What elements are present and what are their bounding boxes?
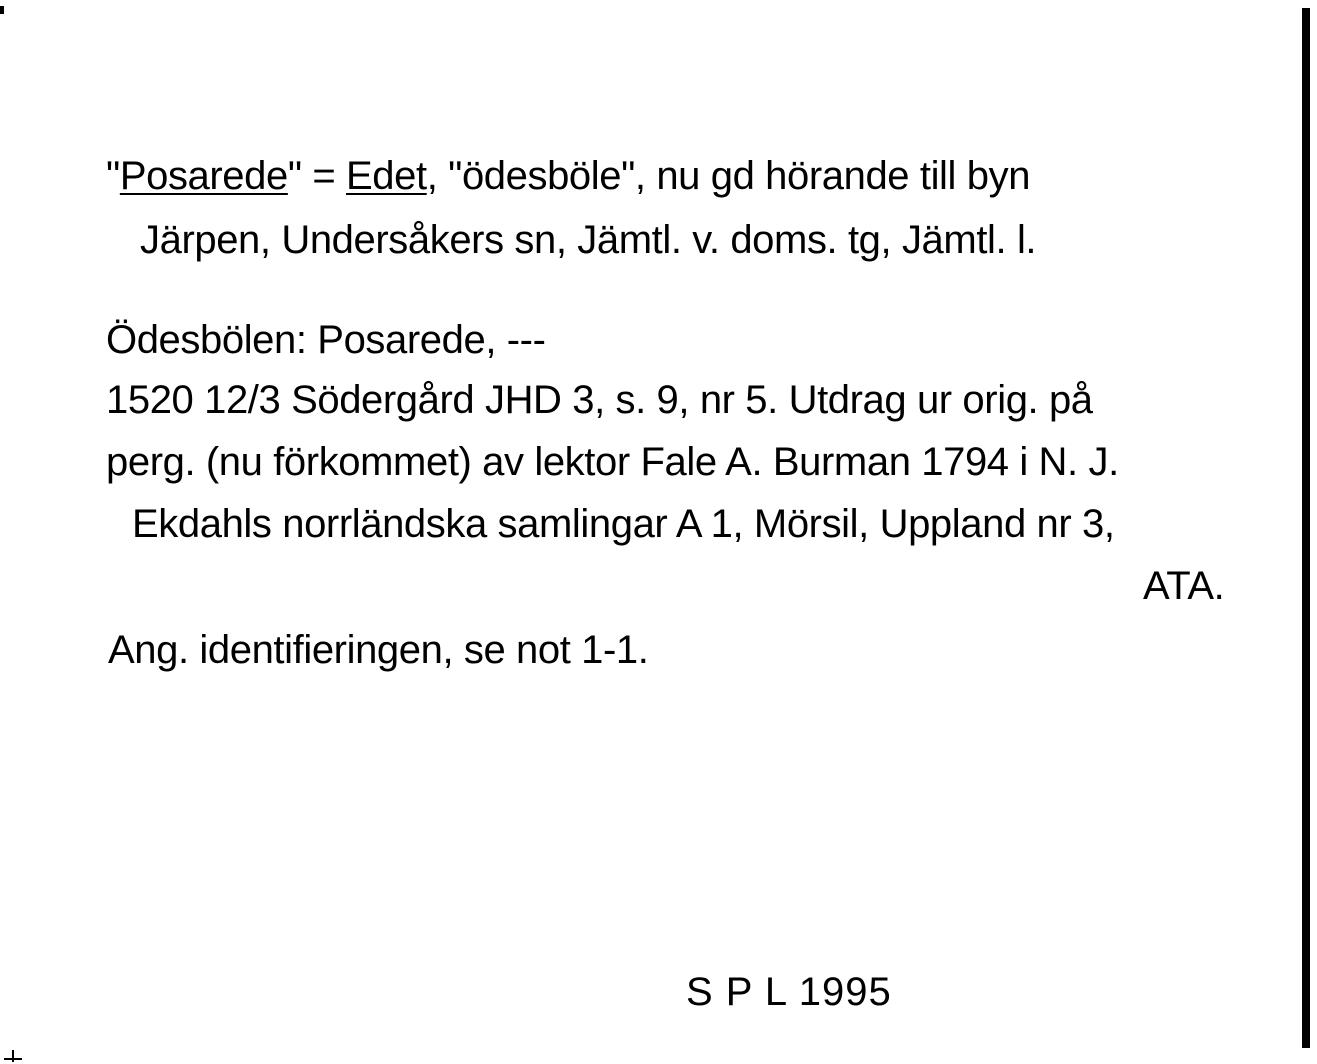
card-right-edge [1302, 8, 1310, 1048]
source-line-3: Ekdahls norrländska samlingar A 1, Mörsil, Uppland nr 3, [132, 502, 1115, 546]
headword-edet: Edet [346, 154, 427, 198]
headword-posarede: Posarede [119, 154, 288, 198]
heading-rest: , "ödesböle", nu gd hörande till byn [426, 154, 1031, 198]
scan-mark-top-left [0, 6, 4, 14]
form-line: Ödesbölen: Posarede, --- [106, 318, 546, 362]
source-line-4: ATA. [1143, 564, 1225, 608]
quote-equals: " = [287, 154, 347, 198]
location-line: Järpen, Undersåkers sn, Jämtl. v. doms. tg, Jämtl. l. [140, 218, 1037, 262]
scan-mark-bottom-left [4, 1050, 22, 1062]
source-line-1: 1520 12/3 Södergård JHD 3, s. 9, nr 5. Utdrag ur orig. på [106, 378, 1093, 422]
quote-open: " [106, 154, 120, 198]
entry-heading-line [106, 152, 1030, 200]
source-line-2: perg. (nu förkommet) av lektor Fale A. Burman 1794 i N. J. [106, 440, 1119, 484]
signature: S P L 1995 [686, 970, 892, 1014]
note-line: Ang. identifieringen, se not 1-1. [108, 628, 649, 672]
